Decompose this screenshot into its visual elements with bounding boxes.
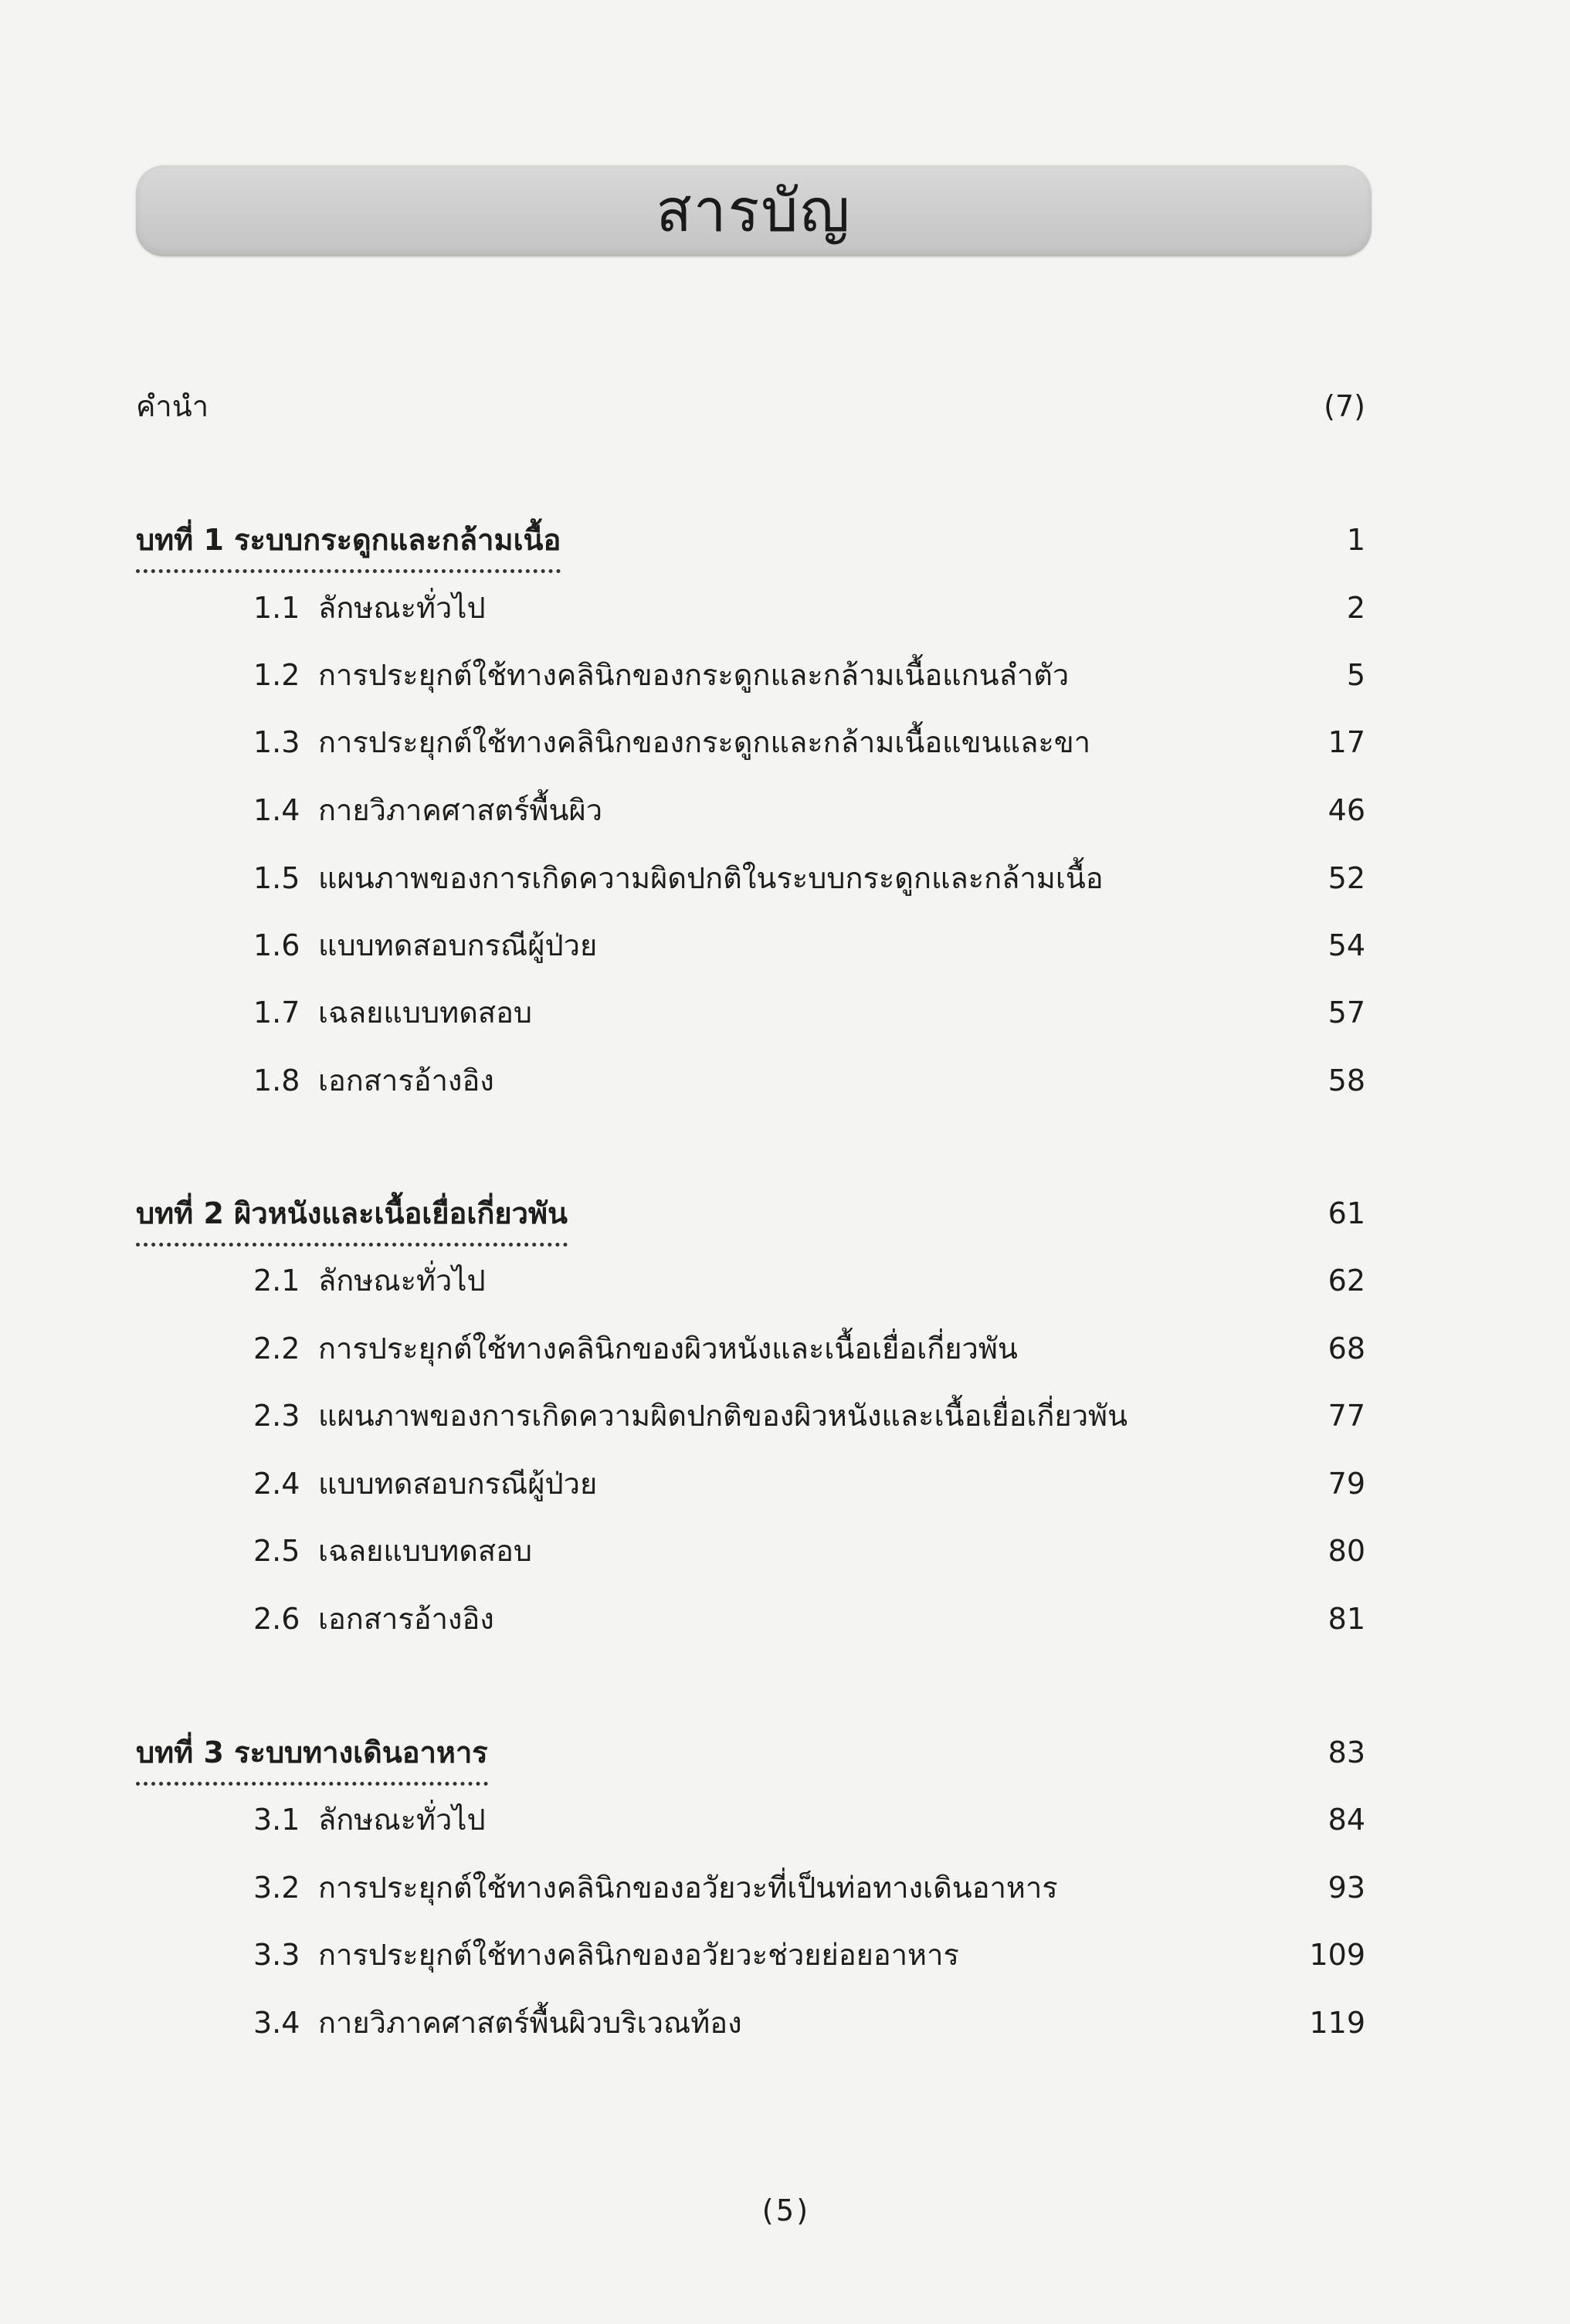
- chapter-page: 61: [1328, 1196, 1365, 1230]
- section-number: 1.2: [253, 658, 300, 692]
- toc-section-row: [136, 1460, 1365, 1507]
- chapter-title: บทที่ 2 ผิวหนังและเนื้อเยื่อเกี่ยวพัน: [136, 1189, 568, 1247]
- toc-section-row: [136, 1595, 1365, 1642]
- section-number: 1.5: [253, 861, 300, 895]
- section-page: 77: [1328, 1399, 1365, 1433]
- section-number: 3.2: [253, 1871, 300, 1905]
- toc-section-row: [136, 1257, 1365, 1304]
- section-page: 84: [1328, 1803, 1365, 1837]
- toc-preface-row: [136, 382, 1365, 429]
- toc-section-row: [136, 1796, 1365, 1843]
- chapter-page: 1: [1346, 523, 1365, 557]
- section-number: 1.8: [253, 1064, 300, 1098]
- section-title: ลักษณะทั่วไป: [318, 591, 486, 625]
- section-page: 109: [1309, 1938, 1365, 1972]
- section-number: 2.4: [253, 1467, 300, 1501]
- section-page: 119: [1309, 2006, 1365, 2040]
- section-title: ลักษณะทั่วไป: [318, 1803, 486, 1837]
- toc-section-row: [136, 1325, 1365, 1372]
- section-title: ลักษณะทั่วไป: [318, 1264, 486, 1298]
- chapter-title: บทที่ 3 ระบบทางเดินอาหาร: [136, 1729, 488, 1786]
- section-page: 79: [1328, 1467, 1365, 1501]
- toc-section-row: [136, 1527, 1365, 1574]
- section-number: 3.3: [253, 1938, 300, 1972]
- section-title: การประยุกต์ใช้ทางคลินิกของกระดูกและกล้ามเนื้อแขนและขา: [318, 725, 1091, 759]
- section-title: แผนภาพของการเกิดความผิดปกติของผิวหนังและเนื้อเยื่อเกี่ยวพัน: [318, 1399, 1128, 1433]
- toc-section-row: [136, 1931, 1365, 1978]
- section-page: 62: [1328, 1264, 1365, 1298]
- chapter-heading: [136, 1729, 1365, 1786]
- section-title: เฉลยแบบทดสอบ: [318, 1534, 533, 1568]
- section-number: 1.4: [253, 793, 300, 827]
- section-title: กายวิภาคศาสตร์พื้นผิว: [318, 793, 603, 827]
- chapter-heading: [136, 1189, 1365, 1247]
- toc-section-row: [136, 651, 1365, 698]
- section-page: 17: [1328, 725, 1365, 759]
- toc-section-row: [136, 1392, 1365, 1439]
- title-banner: [136, 165, 1372, 256]
- section-number: 3.4: [253, 2006, 300, 2040]
- page-number: (5): [758, 2193, 812, 2227]
- page-title: สารบัญ: [656, 176, 852, 245]
- section-page: 80: [1328, 1534, 1365, 1568]
- section-page: 5: [1346, 658, 1365, 692]
- chapter-title: บทที่ 1 ระบบกระดูกและกล้ามเนื้อ: [136, 516, 561, 573]
- section-title: การประยุกต์ใช้ทางคลินิกของกระดูกและกล้ามเนื้อแกนลำตัว: [318, 658, 1070, 692]
- section-page: 81: [1328, 1602, 1365, 1636]
- toc-section-row: [136, 786, 1365, 833]
- section-number: 2.6: [253, 1602, 300, 1636]
- section-number: 2.2: [253, 1332, 300, 1366]
- section-page: 58: [1328, 1064, 1365, 1098]
- toc-section-row: [136, 1057, 1365, 1104]
- section-number: 1.3: [253, 725, 300, 759]
- section-title: เอกสารอ้างอิง: [318, 1064, 494, 1098]
- section-number: 1.6: [253, 928, 300, 962]
- section-title: การประยุกต์ใช้ทางคลินิกของอวัยวะช่วยย่อยอาหาร: [318, 1938, 959, 1972]
- toc-section-row: [136, 584, 1365, 631]
- section-title: เอกสารอ้างอิง: [318, 1602, 494, 1636]
- section-page: 68: [1328, 1332, 1365, 1366]
- section-number: 1.1: [253, 591, 300, 625]
- section-title: แบบทดสอบกรณีผู้ป่วย: [318, 1467, 598, 1501]
- section-title: เฉลยแบบทดสอบ: [318, 996, 533, 1030]
- chapter-heading: [136, 516, 1365, 573]
- section-number: 2.1: [253, 1264, 300, 1298]
- toc-section-row: [136, 921, 1365, 969]
- section-title: กายวิภาคศาสตร์พื้นผิวบริเวณท้อง: [318, 2006, 742, 2040]
- section-title: แผนภาพของการเกิดความผิดปกติในระบบกระดูกและกล้ามเนื้อ: [318, 861, 1104, 895]
- chapter-page: 83: [1328, 1735, 1365, 1769]
- preface-page: (7): [1324, 389, 1365, 423]
- toc-section-row: [136, 1864, 1365, 1911]
- toc-section-row: [136, 854, 1365, 901]
- section-page: 46: [1328, 793, 1365, 827]
- section-title: การประยุกต์ใช้ทางคลินิกของอวัยวะที่เป็นท่อทางเดินอาหาร: [318, 1871, 1058, 1905]
- toc-section-row: [136, 718, 1365, 765]
- section-number: 3.1: [253, 1803, 300, 1837]
- section-number: 1.7: [253, 996, 300, 1030]
- section-title: การประยุกต์ใช้ทางคลินิกของผิวหนังและเนื้อเยื่อเกี่ยวพัน: [318, 1332, 1018, 1366]
- section-number: 2.3: [253, 1399, 300, 1433]
- section-number: 2.5: [253, 1534, 300, 1568]
- section-page: 93: [1328, 1871, 1365, 1905]
- section-page: 2: [1346, 591, 1365, 625]
- toc-section-row: [136, 1999, 1365, 2046]
- section-page: 54: [1328, 928, 1365, 962]
- section-page: 57: [1328, 996, 1365, 1030]
- toc-section-row: [136, 989, 1365, 1036]
- section-page: 52: [1328, 861, 1365, 895]
- section-title: แบบทดสอบกรณีผู้ป่วย: [318, 928, 598, 962]
- preface-label: คำนำ: [136, 389, 209, 423]
